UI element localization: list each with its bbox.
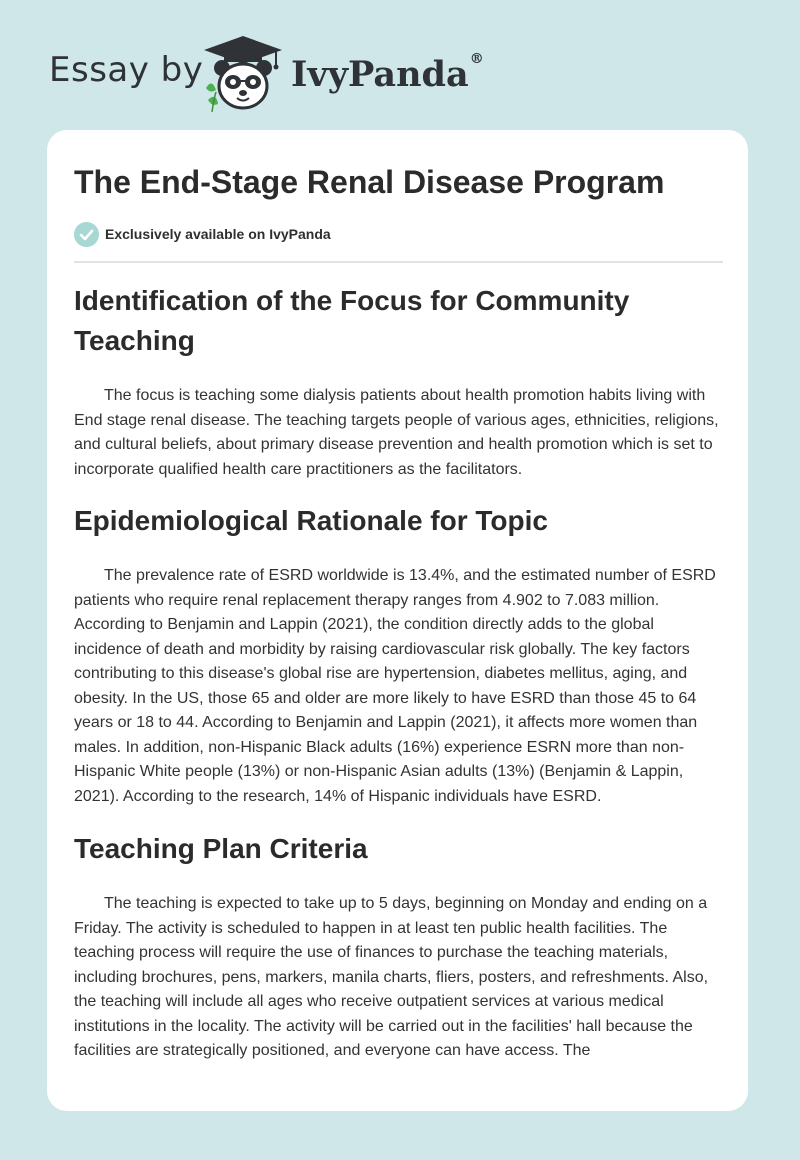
- section-paragraph: The teaching is expected to take up to 5 days, beginning on Monday and ending on a Friday. The activity is scheduled to happen in at least ten public health facilities. The teaching process will require the use of finances to purchase the teaching materials, including brochures, pens, markers, manila charts, fliers, posters, and refreshments. Also, the teaching will include all ages who receive outpatient services at various medical institutions in the locality. The activity will be carried out in the facilities' hall because the facilities are strategically positioned, and everyone can have access. The: [74, 895, 709, 1059]
- section-heading: Teaching Plan Criteria: [74, 833, 368, 864]
- brand-text: IvyPanda: [291, 54, 469, 95]
- section-heading: Epidemiological Rationale for Topic: [74, 505, 548, 536]
- page-title: The End-Stage Renal Disease Program: [74, 164, 665, 200]
- title-divider: [74, 261, 723, 263]
- section-paragraph: The focus is teaching some dialysis patients about health promotion habits living with End stage renal disease. The teaching targets people of various ages, ethnicities, religions, and cultural beliefs, about primary disease prevention and health promotion which is set to incorporate qualified health care practitioners as the facilitators.: [74, 387, 719, 478]
- section-heading: Identification of the Focus for Community Teaching: [74, 285, 630, 356]
- essay-by-label: Essay by: [49, 50, 204, 90]
- ivypanda-logo-icon[interactable]: [202, 34, 284, 112]
- registered-mark: ®: [469, 51, 484, 67]
- check-circle-icon: [74, 222, 99, 247]
- essay-content: [74, 281, 724, 1064]
- site-header: [0, 0, 800, 125]
- section-paragraph: The prevalence rate of ESRD worldwide is 13.4%, and the estimated number of ESRD patients who require renal replacement therapy ranges from 4.902 to 7.083 million. According to Benjamin and Lappin (2021), the condition directly adds to the global incidence of death and morbidity by raising cardiovascular risk globally. The key factors contributing to this disease's global rise are hypertension, diabetes mellitus, aging, and obesity. In the US, those 65 and older are more likely to have ESRD than those 45 to 64 years or 18 to 44. According to Benjamin and Lappin (2021), it affects more women than males. In addition, non-Hispanic Black adults (16%) experience ESRN more than non-Hispanic White people (13%) or non-Hispanic Asian adults (13%) (Benjamin & Lappin, 2021). According to the research, 14% of Hispanic individuals have ESRD.: [74, 567, 716, 805]
- exclusive-badge-text: Exclusively available on IvyPanda: [105, 226, 331, 242]
- essay-card: [47, 130, 748, 1111]
- brand-name[interactable]: [291, 51, 484, 95]
- exclusive-badge: [74, 221, 331, 247]
